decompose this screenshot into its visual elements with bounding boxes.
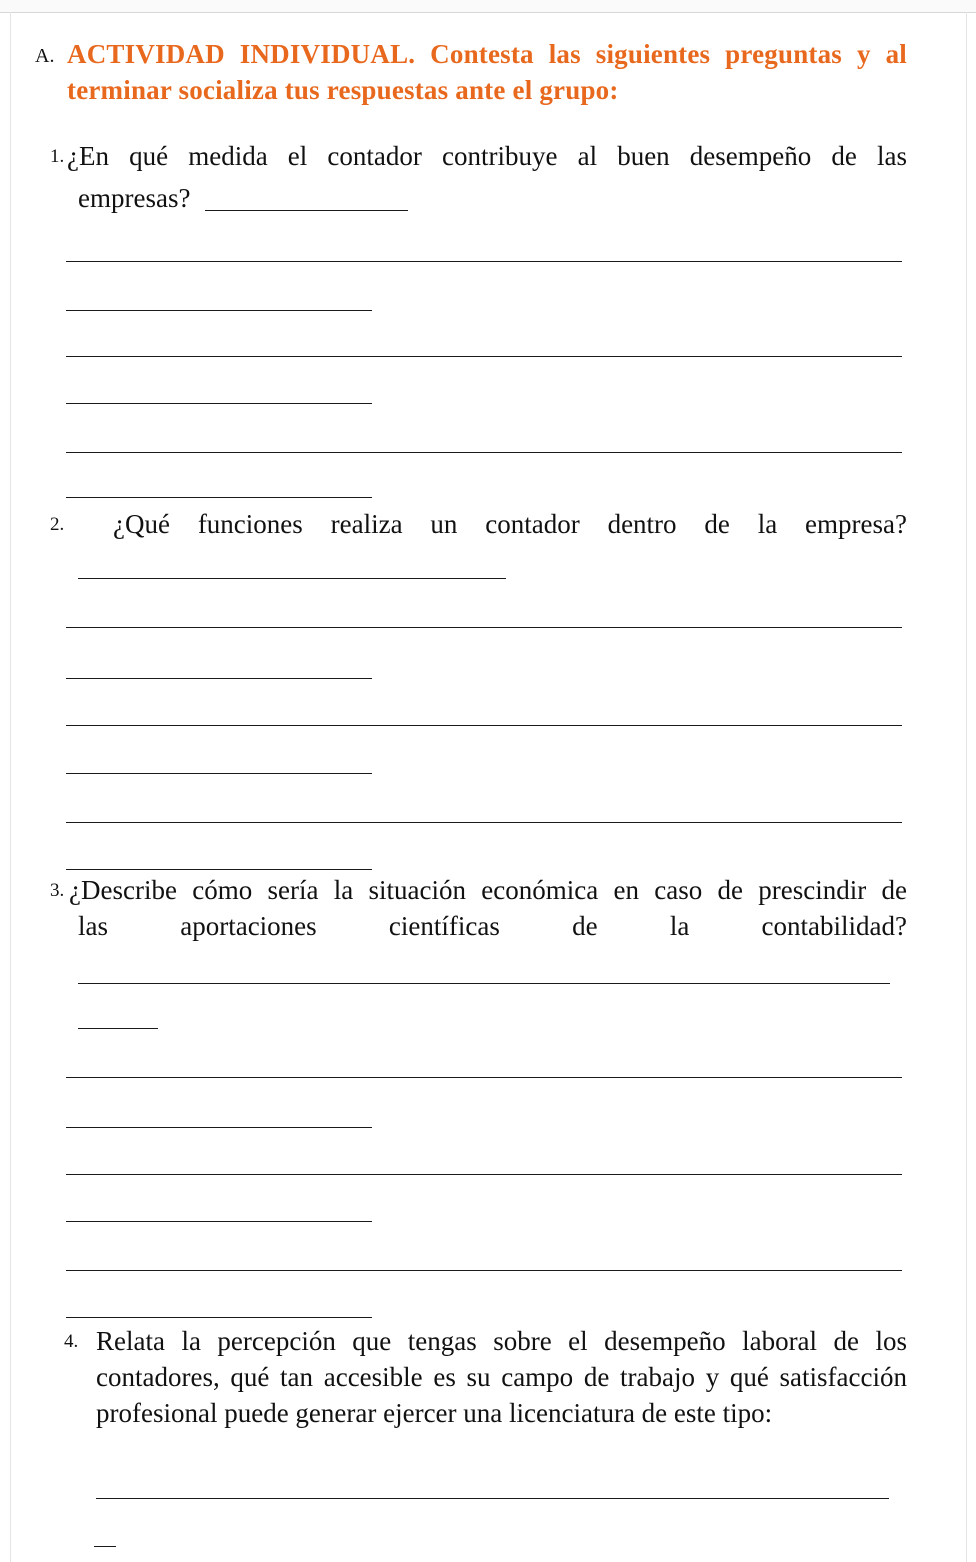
question-3-text-line1: ¿Describe cómo sería la situación económica en caso de prescindir de bbox=[69, 875, 907, 905]
section-heading: ACTIVIDAD INDIVIDUAL. Contesta las siguientes preguntas y al terminar socializa tus respuestas ante el grupo: bbox=[67, 39, 907, 105]
answer-line[interactable] bbox=[66, 1127, 372, 1128]
answer-line[interactable] bbox=[96, 1498, 889, 1499]
question-3-text-line2 bbox=[78, 908, 907, 944]
answer-line[interactable] bbox=[66, 1317, 372, 1318]
question-1-text-line2: empresas? bbox=[78, 183, 191, 213]
question-3-word: contabilidad? bbox=[761, 911, 907, 941]
section-marker: A. bbox=[35, 45, 55, 67]
page-right-edge bbox=[966, 12, 967, 1562]
answer-line[interactable] bbox=[66, 261, 902, 262]
answer-line[interactable] bbox=[66, 627, 902, 628]
answer-line[interactable] bbox=[66, 497, 372, 498]
answer-line[interactable] bbox=[66, 452, 902, 453]
answer-line[interactable] bbox=[66, 403, 372, 404]
answer-line[interactable] bbox=[94, 1546, 116, 1547]
answer-line[interactable] bbox=[78, 578, 506, 579]
question-2-text: ¿Qué funciones realiza un contador dentro de la empresa? bbox=[113, 509, 907, 539]
answer-line[interactable] bbox=[66, 678, 372, 679]
question-3-word: de bbox=[572, 911, 598, 941]
answer-line[interactable] bbox=[66, 1221, 372, 1222]
question-1-number: 1. bbox=[50, 146, 65, 167]
question-4-number: 4. bbox=[64, 1331, 79, 1352]
answer-line[interactable] bbox=[78, 983, 890, 984]
answer-line[interactable] bbox=[66, 310, 372, 311]
question-3-number: 3. bbox=[50, 880, 65, 901]
answer-line[interactable] bbox=[66, 356, 902, 357]
answer-line[interactable] bbox=[205, 210, 408, 211]
question-3-word: la bbox=[669, 911, 690, 941]
question-3-word: científicas bbox=[388, 911, 500, 941]
question-3-word: las bbox=[78, 911, 108, 941]
answer-line[interactable] bbox=[66, 1174, 902, 1175]
answer-line[interactable] bbox=[66, 869, 372, 870]
answer-line[interactable] bbox=[66, 822, 902, 823]
page-left-edge bbox=[10, 12, 11, 1562]
answer-line[interactable] bbox=[66, 725, 902, 726]
page-top-edge bbox=[0, 0, 976, 13]
question-3-word: aportaciones bbox=[180, 911, 317, 941]
answer-line[interactable] bbox=[66, 1270, 902, 1271]
answer-line[interactable] bbox=[78, 1028, 158, 1029]
question-4-text: Relata la percepción que tengas sobre el desempeño laboral de los contadores, qué tan accesible es su campo de trabajo y qué satisfacción profesional puede generar ejercer una licenciatura de este tipo: bbox=[96, 1326, 907, 1428]
answer-line[interactable] bbox=[66, 1077, 902, 1078]
answer-line[interactable] bbox=[66, 773, 372, 774]
question-1-text-line1: ¿En qué medida el contador contribuye al buen desempeño de las bbox=[67, 141, 907, 171]
question-2-number: 2. bbox=[50, 514, 65, 535]
